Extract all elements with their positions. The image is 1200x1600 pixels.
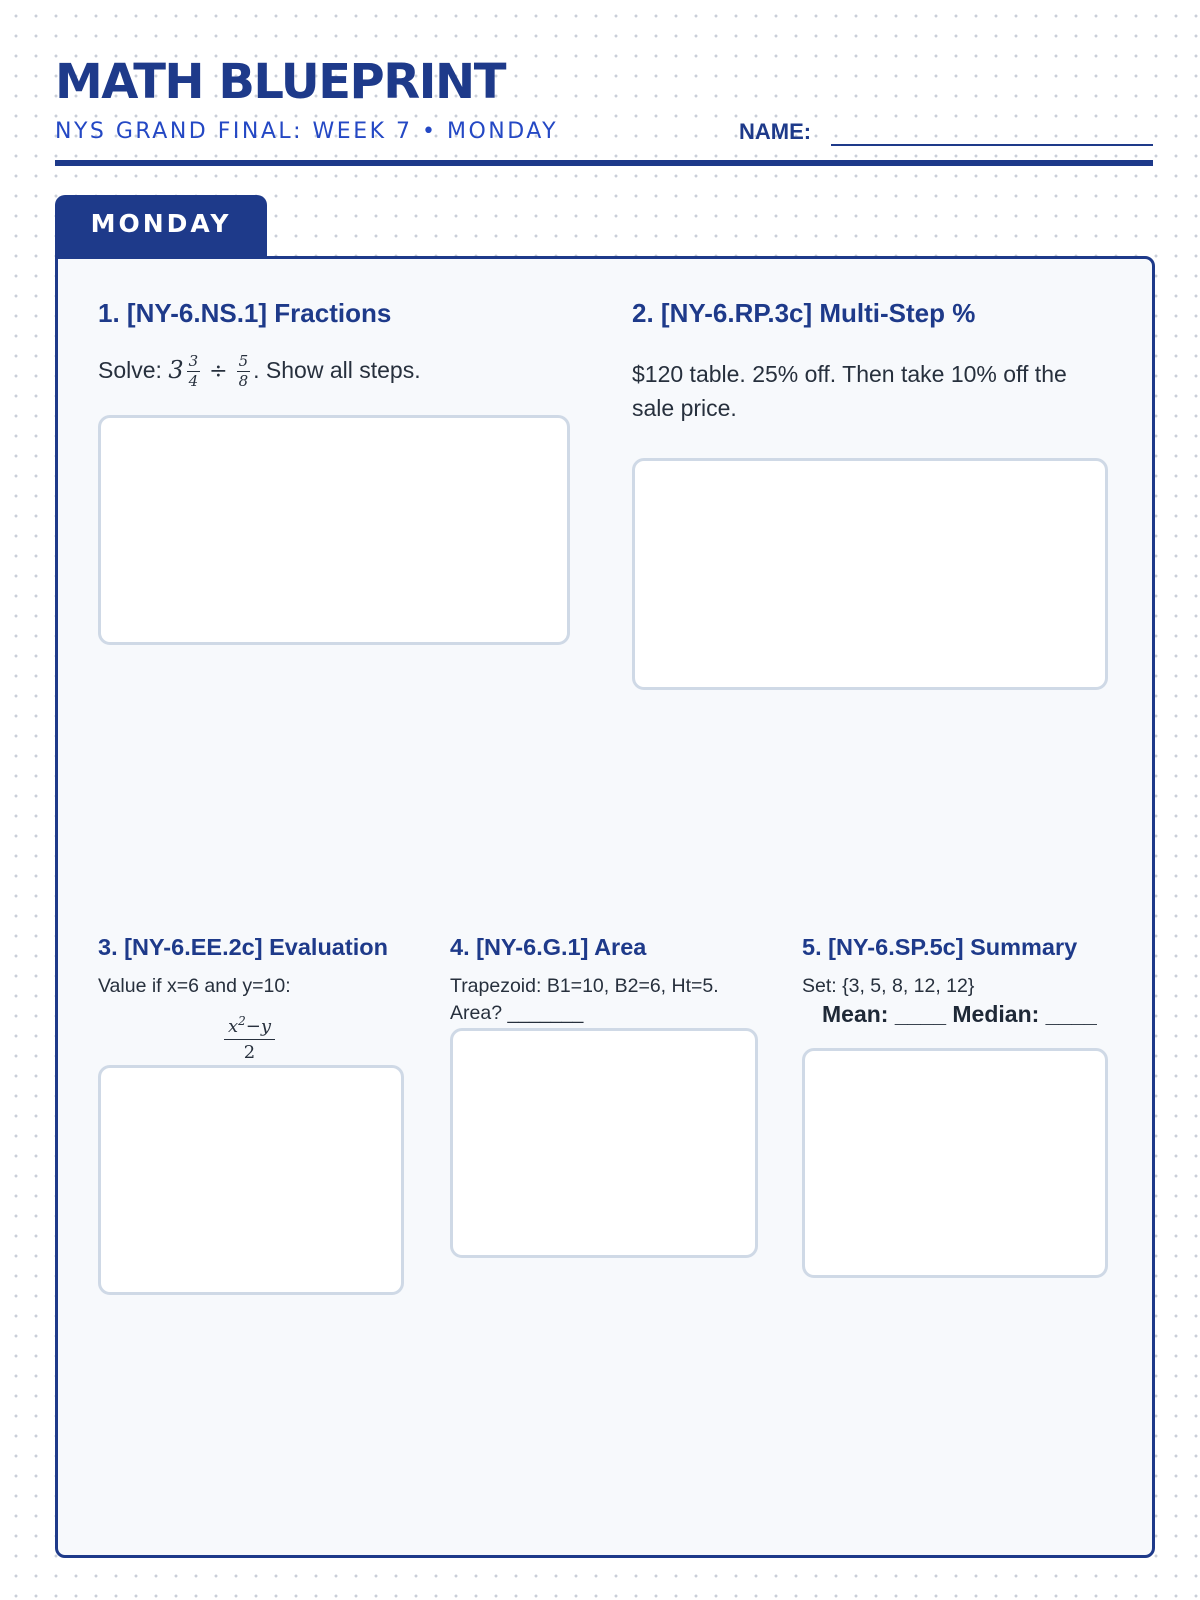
question-2-prompt: $120 table. 25% off. Then take 10% off the sale price. xyxy=(632,361,1067,421)
page-title: MATH BLUEPRINT xyxy=(55,54,505,110)
question-1-prefix: Solve: xyxy=(98,357,162,383)
question-1-title: 1. [NY-6.NS.1] Fractions xyxy=(98,298,392,328)
question-1-prompt xyxy=(98,353,568,389)
question-2 xyxy=(632,297,1110,425)
question-1 xyxy=(98,297,568,389)
question-2-title: 2. [NY-6.RP.3c] Multi-Step % xyxy=(632,298,976,328)
fraction-1-numerator: 3 xyxy=(188,352,199,371)
fraction-2-denominator: 8 xyxy=(238,372,249,391)
mixed-number-whole: 3 xyxy=(168,356,184,384)
question-1-suffix: . Show all steps. xyxy=(253,357,421,383)
expression-fraction xyxy=(224,1014,275,1063)
expression-denominator: 2 xyxy=(243,1042,256,1063)
fraction-2-numerator: 5 xyxy=(238,352,249,371)
answer-box-2[interactable] xyxy=(632,458,1108,690)
answer-box-4[interactable] xyxy=(450,1028,758,1258)
day-tab: MONDAY xyxy=(55,195,267,257)
fraction-2 xyxy=(237,354,251,389)
name-label: NAME: xyxy=(739,119,812,144)
question-5-prompt: Set: {3, 5, 8, 12, 12} xyxy=(802,975,975,997)
name-field-line[interactable] xyxy=(831,144,1153,146)
mean-median-blanks: Mean: ____ Median: ____ xyxy=(822,1001,1097,1027)
division-operator: ÷ xyxy=(209,359,228,384)
answer-box-5[interactable] xyxy=(802,1048,1108,1278)
question-panel xyxy=(55,256,1155,1558)
question-5-title: 5. [NY-6.SP.5c] Summary xyxy=(802,934,1078,960)
answer-box-3[interactable] xyxy=(98,1065,404,1295)
question-5 xyxy=(802,931,1122,1000)
page-subtitle: NYS GRAND FINAL: WEEK 7 • MONDAY xyxy=(55,119,559,144)
question-3-prompt: Value if x=6 and y=10: xyxy=(98,975,291,997)
header-divider xyxy=(55,160,1153,166)
question-3 xyxy=(98,931,418,1000)
fraction-1 xyxy=(187,354,201,389)
answer-box-1[interactable] xyxy=(98,415,570,645)
worksheet-header xyxy=(55,52,1153,168)
question-4-prompt: Trapezoid: B1=10, B2=6, Ht=5. Area? _______ xyxy=(450,975,719,1024)
question-4 xyxy=(450,931,750,1027)
question-4-title: 4. [NY-6.G.1] Area xyxy=(450,934,647,960)
expression-numerator: $x^2-y$ xyxy=(224,1014,275,1040)
question-3-title: 3. [NY-6.EE.2c] Evaluation xyxy=(98,934,388,960)
fraction-1-denominator: 4 xyxy=(188,372,199,391)
